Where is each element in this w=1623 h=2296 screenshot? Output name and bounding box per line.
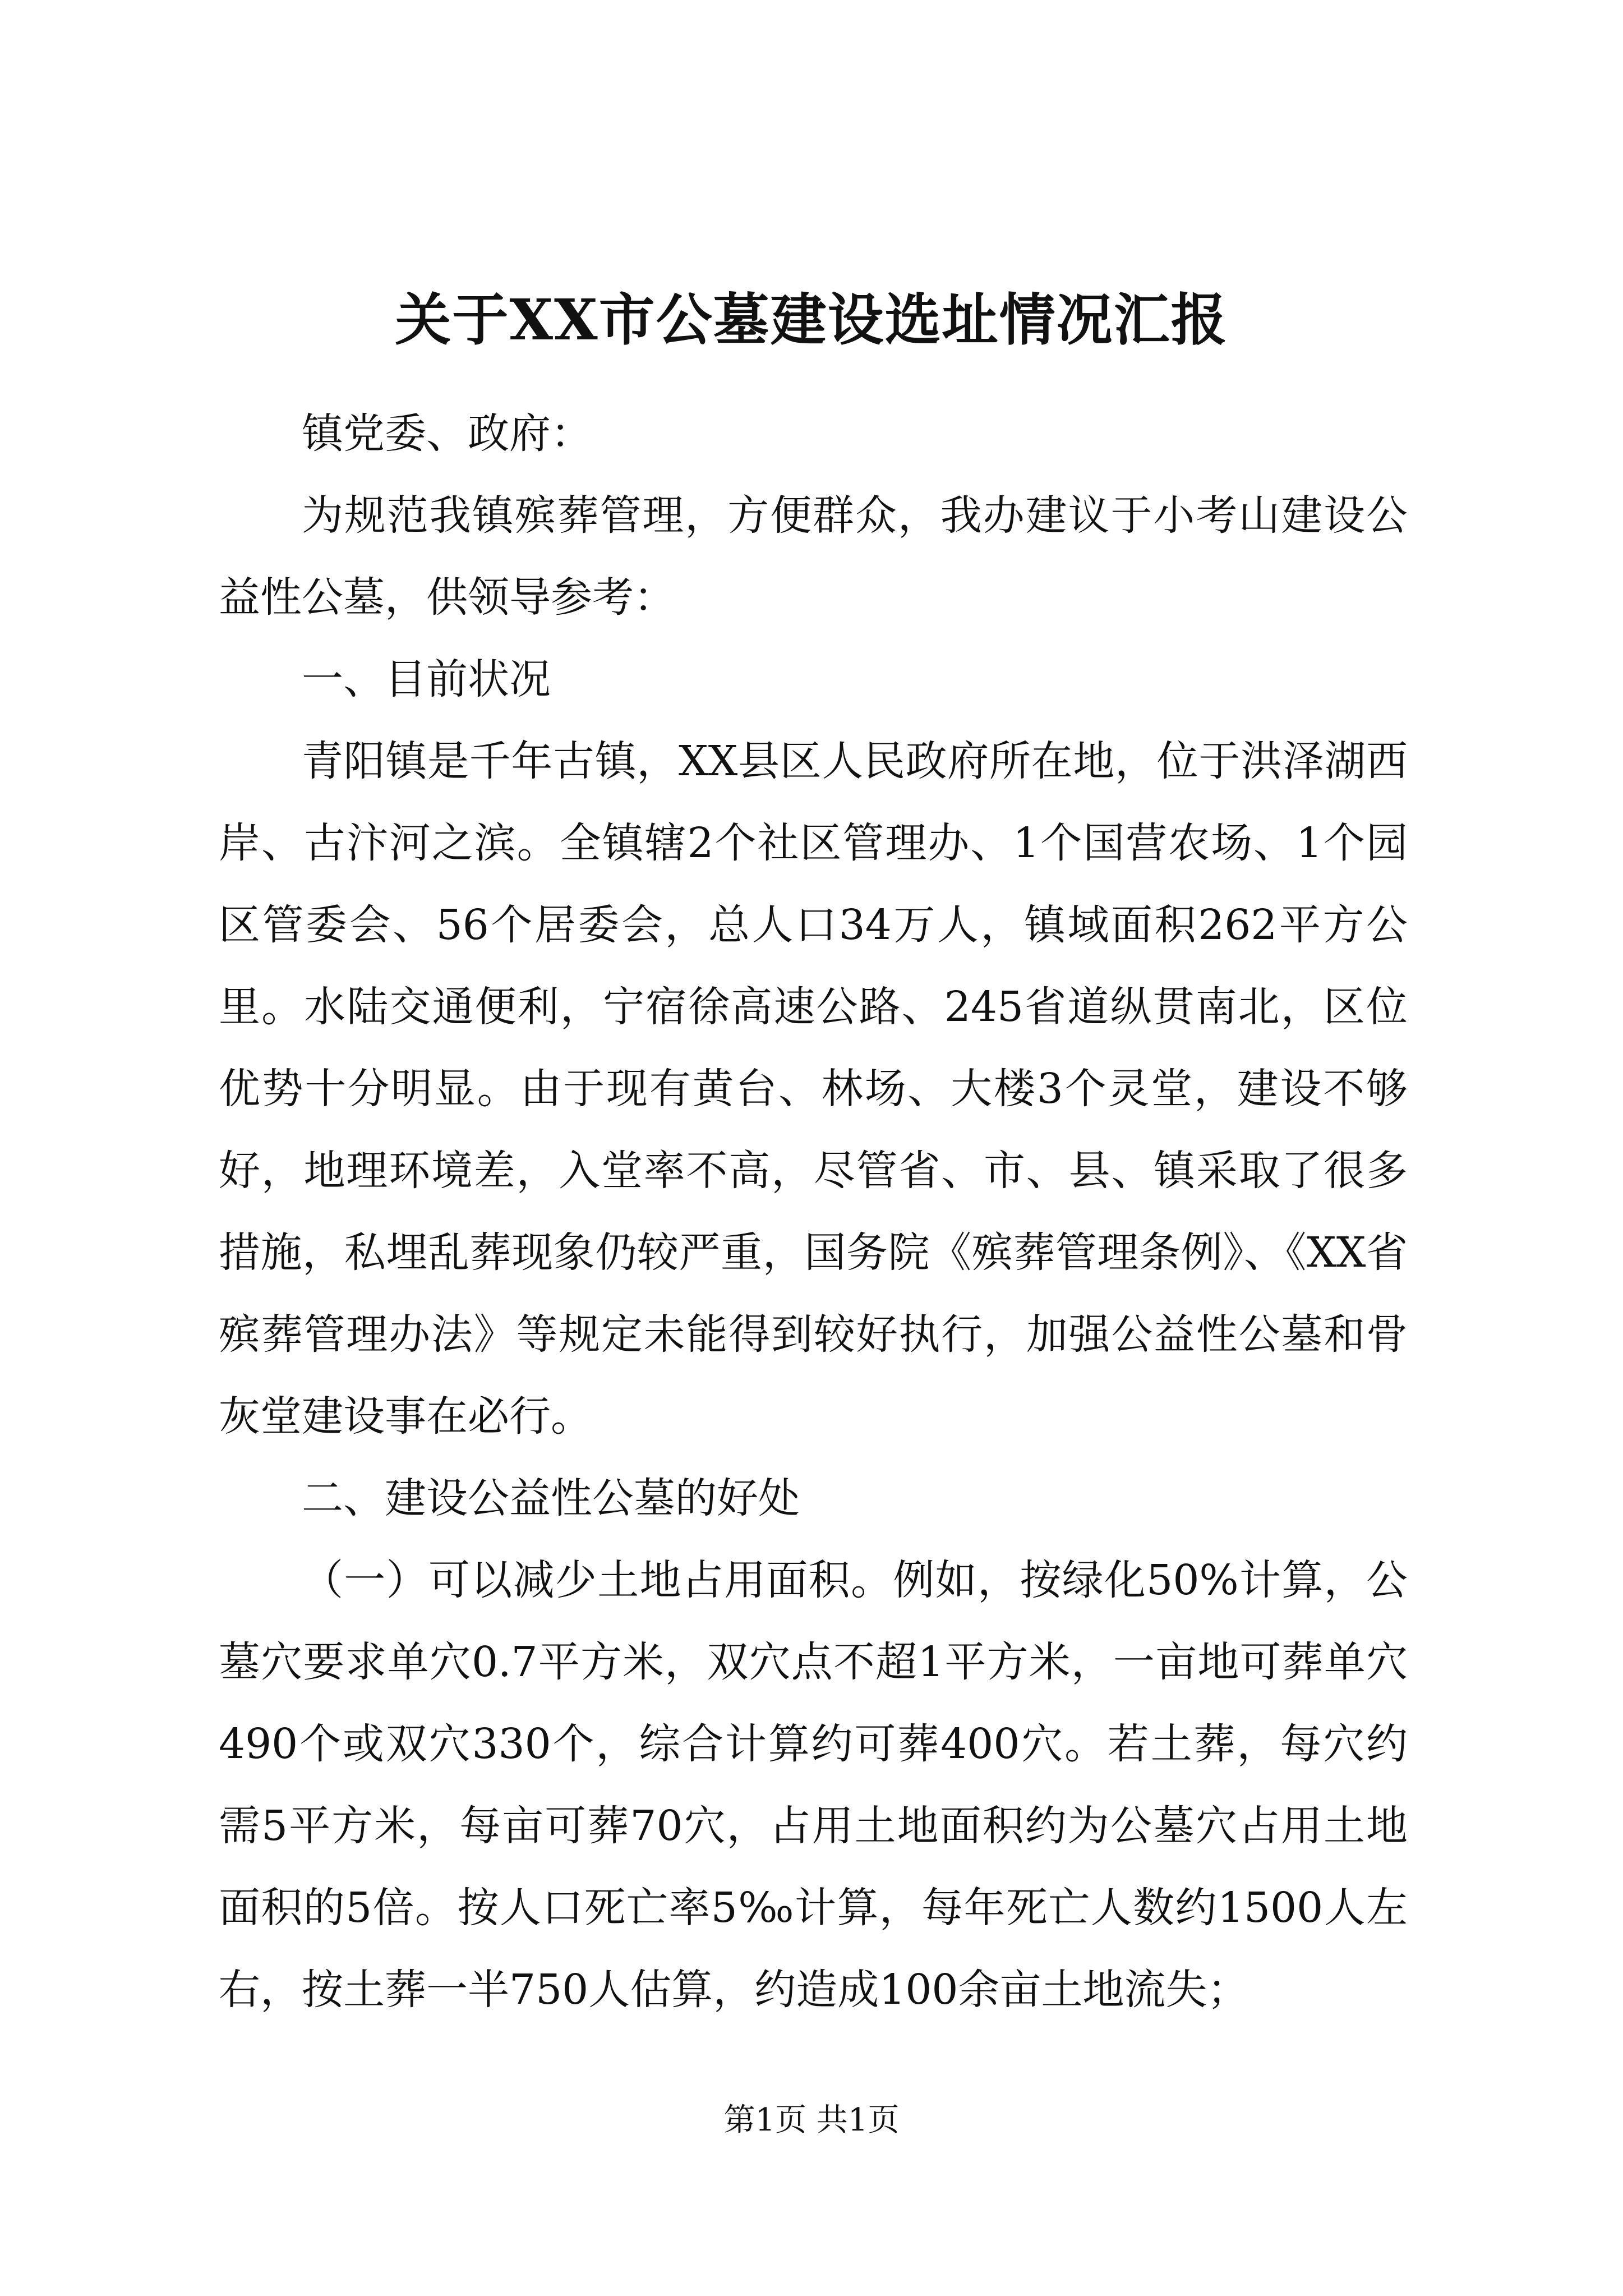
document-body: [219, 393, 1408, 2031]
section-heading-benefits: 二、建设公益性公墓的好处: [302, 1474, 800, 1522]
paragraph-benefit-land: （一）可以减少土地占用面积。例如，按绿化50%计算，公墓穴要求单穴0.7平方米，双穴点不超1平方米，一亩地可葬单穴490个或双穴330个，综合计算约可葬400穴。若土葬，每穴约需5平方米，每亩可葬70穴，占用土地面积约为公墓穴占用土地面积的5倍。按人口死亡率5‰计算，每年死亡人数约1500人左右，按土葬一半750人估算，约造成100余亩土地流失；: [219, 1556, 1408, 2014]
salutation: 镇党委、政府：: [302, 409, 592, 458]
paragraph-current-status: 青阳镇是千年古镇，XX县区人民政府所在地，位于洪泽湖西岸、古汴河之滨。全镇辖2个社区管理办、1个国营农场、1个园区管委会、56个居委会，总人口34万人，镇域面积262平方公里。水陆交通便利，宁宿徐高速公路、245省道纵贯南北，区位优势十分明显。由于现有黄台、林场、大楼3个灵堂，建设不够好，地理环境差，入堂率不高，尽管省、市、县、镇采取了很多措施，私埋乱葬现象仍较严重，国务院《殡葬管理条例》、《XX省殡葬管理办法》等规定未能得到较好执行，加强公益性公墓和骨灰堂建设事在必行。: [219, 737, 1408, 1441]
section-heading-current-status: 一、目前状况: [302, 655, 551, 703]
paragraph-intro: 为规范我镇殡葬管理，方便群众，我办建议于小考山建设公益性公墓，供领导参考：: [219, 491, 1408, 622]
document-title: 关于XX市公墓建设选址情况汇报: [395, 287, 1228, 353]
page-footer: 第1页 共1页: [723, 2102, 900, 2138]
